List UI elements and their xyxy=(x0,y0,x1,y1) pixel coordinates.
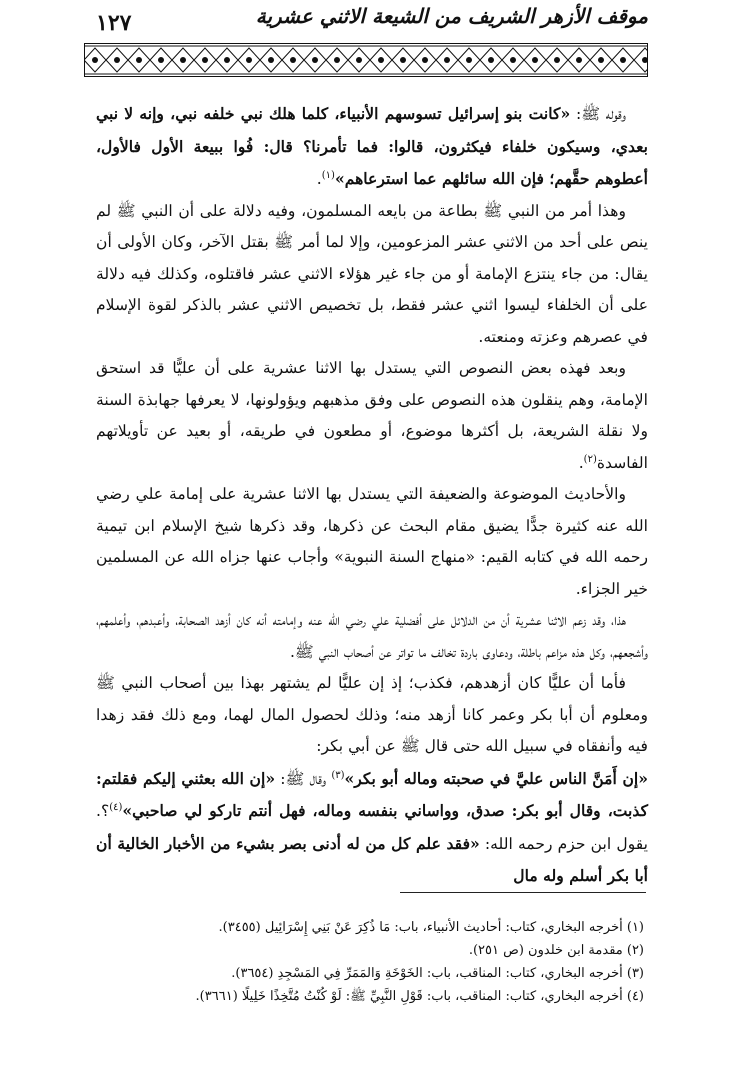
ornament-dot xyxy=(510,57,516,63)
running-title: موقف الأزهر الشريف من الشيعة الاثني عشرية xyxy=(255,4,648,28)
ornament-dot xyxy=(488,57,494,63)
ornament-dot xyxy=(466,57,472,63)
ornament-dot xyxy=(598,57,604,63)
ornament-dot xyxy=(532,57,538,63)
ornament-dot xyxy=(620,57,626,63)
ornament-dot xyxy=(268,57,274,63)
ornament-dot xyxy=(356,57,362,63)
ornament-dot xyxy=(334,57,340,63)
ornament-dot xyxy=(92,57,98,63)
footnote-2: (٢) مقدمة ابن خلدون (ص ٢٥١). xyxy=(468,943,644,958)
paragraph-4: والأحاديث الموضوعة والضعيفة التي يستدل بها الاثنا عشرية على إمامة علي رضي الله عنه كثيرة جدًّا يضيق مقام البحث عن ذكرها، وقد ذكرها شيخ الإسلام ابن تيمية رحمه الله في كتابه القيم: «منهاج السنة النبوية» وأجاب عنها جزاه الله عن المسلمين خير الجزاء. xyxy=(96,485,648,598)
hadith-quote: «إن الله بعثني إليكم فقلتم: كذبت، وقال أبو بكر: صدق، وواساني بنفسه وماله، فهل أنتم تاركو لي صاحبي» xyxy=(96,768,648,820)
footnote-1: (١) أخرجه البخاري، كتاب: أحاديث الأنبياء، باب: مَا ذُكِرَ عَنْ بَنِي إِسْرَائِيل (٣٤٥٥). xyxy=(218,920,644,935)
ornament-border-icon xyxy=(84,43,648,77)
paragraph-7: «إن أَمَنَّ الناس عليَّ في صحبته وماله أبو بكر»$^{(٣)}$ وقال ﷺ: «إن الله بعثني إليكم فقلتم: كذبت، وقال أبو بكر: صدق، وواساني بنفسه وماله، فهل أنتم تاركو لي صاحبي»$^{(٤)}$؟. يقول ابن حزم رحمه الله: «فقد علم كل من له أدنى بصر بشيء من الأخبار الخالية أن أبا بكر أسلم وله مال xyxy=(96,768,649,885)
footnote-ref-3: (٣) xyxy=(331,769,345,781)
hadith-quote: «كانت بنو إسرائيل تسوسهم الأنبياء، كلما هلك نبي خلفه نبي، وإنه لا نبي بعدي، وسيكون خلفاء فيكثرون، قالوا: فما تأمرنا؟ قال: فُوا ببيعة الأول فالأول، أعطوهم حقَّهم؛ فإن الله سائلهم عما استرعاهم» xyxy=(96,104,648,188)
paragraph-3: وبعد فهذه بعض النصوص التي يستدل بها الاثنا عشرية على أن عليًّا قد استحق الإمامة، وهم ينقلون هذه النصوص على وفق مذهبهم ويؤولونها، لا يعرفها جهابذة السنة ولا نقلة الشريعة، بل أكثرها موضوع، أو مطعون في طريقه، أو بعيد عن تأويلاتهم الفاسدة$^{(٢)}$. xyxy=(96,359,648,472)
footnotes xyxy=(100,916,644,1008)
main-text xyxy=(96,98,648,893)
ornament-dot xyxy=(554,57,560,63)
ornament-dot xyxy=(642,57,648,63)
ornament-dot xyxy=(136,57,142,63)
paragraph-1: وقوله ﷺ: «كانت بنو إسرائيل تسوسهم الأنبياء، كلما هلك نبي خلفه نبي، وإنه لا نبي بعدي، وسيكون خلفاء فيكثرون، قالوا: فما تأمرنا؟ قال: فُوا ببيعة الأول فالأول، أعطوهم حقَّهم؛ فإن الله سائلهم عما استرعاهم»$^{(١)}$. xyxy=(96,104,648,188)
footnote-ref-1: (١) xyxy=(321,169,335,181)
footnote-3: (٣) أخرجه البخاري، كتاب: المناقب، باب: الخَوْخَةِ وَالمَمَرِّ فِي المَسْجِدِ (٣٦٥٤). xyxy=(231,966,644,981)
ornament-dot xyxy=(444,57,450,63)
footnote-ref-2: (٢) xyxy=(583,453,597,465)
ornament-dot xyxy=(246,57,252,63)
footnote-4: (٤) أخرجه البخاري، كتاب: المناقب، باب: قَوْلِ النَّبِيِّ ﷺ: لَوْ كُنْتُ مُتَّخِذًا خَلِيلًا (٣٦٦١). xyxy=(195,989,644,1004)
ornament-dot xyxy=(378,57,384,63)
ornament-dot xyxy=(422,57,428,63)
ornament-dot xyxy=(202,57,208,63)
ornament-dot xyxy=(158,57,164,63)
ornament-dot xyxy=(290,57,296,63)
ornament-dot xyxy=(180,57,186,63)
footnote-ref-4: (٤) xyxy=(109,801,123,813)
ibn-hazm-quote: «فقد علم كل من له أدنى بصر بشيء من الأخبار الخالية أن أبا بكر أسلم وله مال xyxy=(96,833,648,885)
footnote-separator xyxy=(400,892,646,893)
paragraph-2: وهذا أمر من النبي ﷺ بطاعة من بايعه المسلمون، وفيه دلالة على أن النبي ﷺ لم ينص على أحد من الاثني عشر المزعومين، وإلا لما أمر ﷺ بقتل الآخر، وكان الأولى أن يقال: من جاء ينتزع الإمامة أو من جاء غير هؤلاء الاثني عشر فاقتلوه، وكذلك فيه دلالة على أن الخلفاء ليسوا اثني عشر فقط، بل تخصيص الاثني عشر بالذكر لقوة الإسلام في عصرهم وعزته ومنعته. xyxy=(96,201,648,346)
page-number: ١٢٧ xyxy=(96,10,132,36)
paragraph-6: فأما أن عليًّا كان أزهدهم، فكذب؛ إذ إن عليًّا لم يشتهر بهذا بين أصحاب النبي ﷺ ومعلوم أن أبا بكر وعمر كانا أزهد منه؛ وذلك لحصول المال لهما، ومع ذلك فقد زهدا فيه وأنفقاه في سبيل الله حتى قال ﷺ عن أبي بكر: xyxy=(96,674,648,755)
ornament-dot xyxy=(400,57,406,63)
ornament-dot xyxy=(114,57,120,63)
ornament-dot xyxy=(312,57,318,63)
paragraph-5: هذا، وقد زعم الاثنا عشرية أن من الدلائل على أفضلية علي رضي الله عنه وإمامته أنه كان أزهد الصحابة، وأعبدهم، وأعلمهم، وأشجعهم، وكل هذه مزاعم باطلة، ودعاوى باردة تخالف ما تواتر عن أصحاب النبي ﷺ. xyxy=(96,611,648,661)
hadith-quote: «إن أَمَنَّ الناس عليَّ في صحبته وماله أبو بكر» xyxy=(344,768,649,788)
ornament-dot xyxy=(576,57,582,63)
ornament-dot xyxy=(224,57,230,63)
